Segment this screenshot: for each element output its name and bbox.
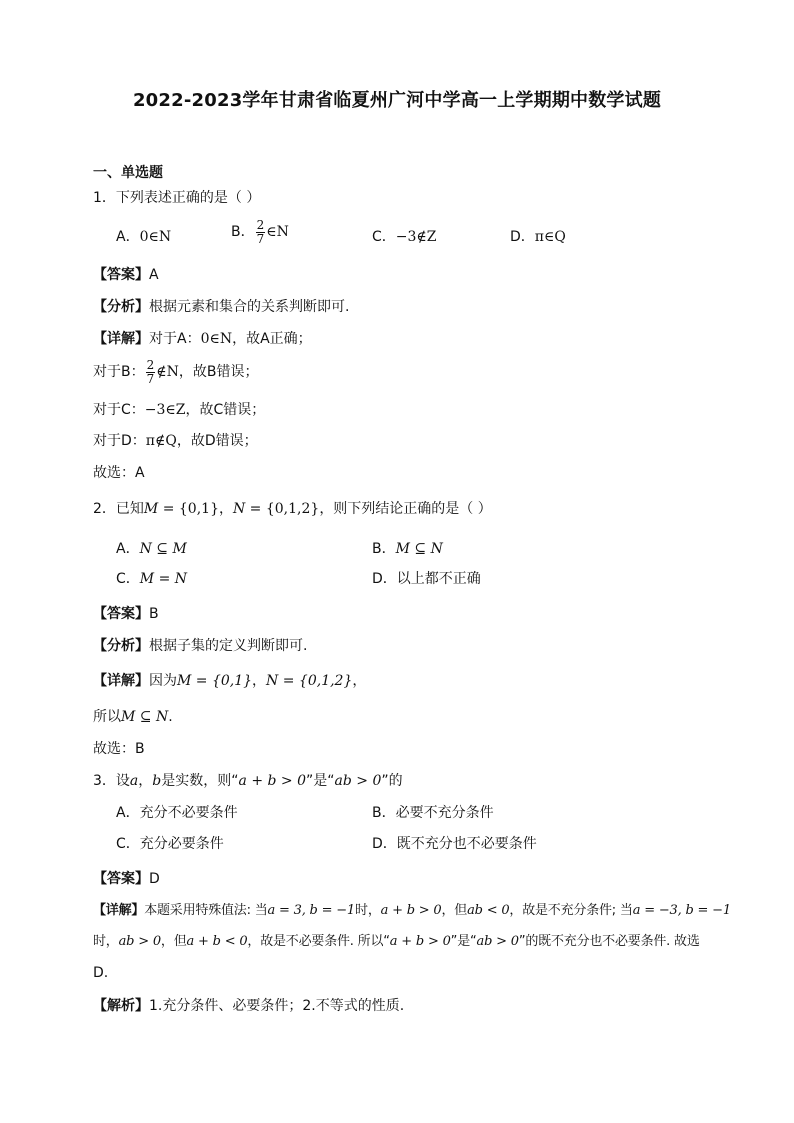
q1-answer: 【答案】A <box>93 267 159 283</box>
q1-detail-b: 对于B： $\frac{2}{7}$ ∉N，故B错误； <box>93 357 259 386</box>
q1-choose: 故选：A <box>93 465 145 481</box>
q1-detail-c: 对于C：−3∈Z，故C错误； <box>93 402 266 418</box>
q1-option-d: D．π∈Q <box>510 229 566 245</box>
q1-option-c: C．−3∉Z <box>372 229 437 245</box>
q3-stem: 3．设a，b是实数，则“a + b > 0”是“ab > 0”的 <box>93 773 403 789</box>
q2-option-d: D．以上都不正确 <box>372 571 481 587</box>
fraction: $\frac{2}{7}$ <box>146 357 155 386</box>
q2-choose: 故选：B <box>93 741 145 757</box>
q3-option-c: C．充分必要条件 <box>116 836 224 852</box>
q2-option-c: C．M = N <box>116 571 187 587</box>
q2-analysis: 【分析】根据子集的定义判断即可. <box>93 638 308 654</box>
page-title: 2022-2023学年甘肃省临夏州广河中学高一上学期期中数学试题 <box>132 90 662 111</box>
q1-analysis: 【分析】根据元素和集合的关系判断即可. <box>93 299 350 315</box>
q3-detail-line1: 【详解】本题采用特殊值法: 当a = 3, b = −1时，a + b > 0，但ab < 0，故是不充分条件; 当a = −3, b = −1 <box>93 903 731 918</box>
section-heading: 一、单选题 <box>93 165 163 181</box>
q2-option-a: A．N ⊆ M <box>116 541 187 557</box>
q1-detail-d: 对于D：π∉Q，故D错误； <box>93 433 258 449</box>
q3-detail-line2: 时，ab > 0，但a + b < 0，故是不必要条件. 所以“a + b > 0”是“ab > 0”的既不充分也不必要条件. 故选 <box>93 934 700 949</box>
q3-option-b: B．必要不充分条件 <box>372 805 494 821</box>
q2-detail: 【详解】因为M = {0,1}，N = {0,1,2}， <box>93 673 367 689</box>
fraction: $\frac{2}{7}$ <box>256 217 265 246</box>
q2-option-b: B．M ⊆ N <box>372 541 443 557</box>
q3-answer: 【答案】D <box>93 871 160 887</box>
q1-option-b: B． $\frac{2}{7}$ ∈N <box>231 217 289 246</box>
q1-stem: 1．下列表述正确的是（ ） <box>93 190 261 206</box>
q2-conclusion: 所以M ⊆ N. <box>93 709 173 725</box>
q2-stem: 2．已知M = {0,1}，N = {0,1,2}，则下列结论正确的是（ ） <box>93 501 492 517</box>
q3-option-a: A．充分不必要条件 <box>116 805 238 821</box>
q2-answer: 【答案】B <box>93 606 159 622</box>
q3-detail-line3: D. <box>93 965 109 981</box>
q1-option-a: A．0∈N <box>116 229 172 245</box>
q1-detail-a: 【详解】对于A：0∈N，故A正确； <box>93 331 312 347</box>
q3-analysis: 【解析】1.充分条件、必要条件；2.不等式的性质. <box>93 998 405 1014</box>
q3-option-d: D．既不充分也不必要条件 <box>372 836 537 852</box>
